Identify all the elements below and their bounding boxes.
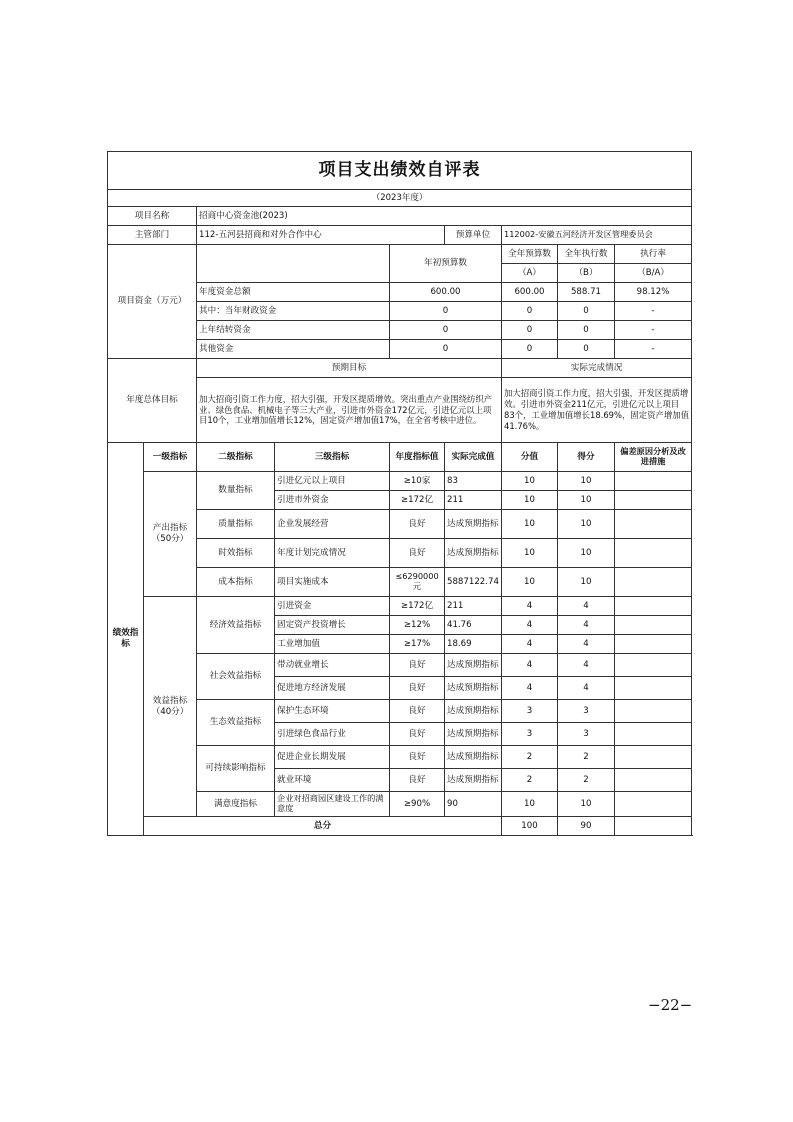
indicator-max: 10 — [502, 510, 558, 539]
indicators-side-label: 绩效指标 — [108, 443, 144, 836]
indicator-row — [108, 472, 692, 491]
indicator-max: 2 — [502, 769, 558, 792]
col-annual-exec-sub: （B） — [558, 264, 615, 283]
total-label: 总分 — [144, 817, 502, 836]
funds-exec: 0 — [558, 302, 615, 321]
year-label: （2023年度） — [108, 190, 692, 207]
indicator-score: 10 — [558, 539, 615, 568]
funds-row-label: 其中：当年财政资金 — [197, 302, 390, 321]
timeliness-indicator: 时效指标 — [197, 539, 275, 568]
col-annual-budget: 全年预算数 — [502, 245, 558, 264]
indicator-target: 良好 — [390, 769, 445, 792]
actual-completion-header: 实际完成情况 — [502, 359, 692, 378]
indicator-max: 10 — [502, 491, 558, 510]
indicator-score: 3 — [558, 723, 615, 746]
indicator-score: 4 — [558, 654, 615, 677]
indicator-l3: 引进市外资金 — [275, 491, 390, 510]
indicator-actual: 达成预期指标 — [445, 723, 502, 746]
header-level3: 三级指标 — [275, 443, 390, 472]
indicator-l3: 固定资产投资增长 — [275, 616, 390, 635]
total-blank — [615, 817, 692, 836]
indicator-reason — [615, 723, 692, 746]
indicator-score: 10 — [558, 491, 615, 510]
indicator-actual: 达成预期指标 — [445, 539, 502, 568]
indicator-reason — [615, 472, 692, 491]
indicator-max: 10 — [502, 539, 558, 568]
indicator-actual: 达成预期指标 — [445, 510, 502, 539]
annual-goals-label: 年度总体目标 — [108, 359, 197, 443]
funds-annual: 0 — [502, 321, 558, 340]
effect-indicators-label: 效益指标（40分） — [144, 597, 197, 817]
cost-indicator: 成本指标 — [197, 568, 275, 597]
col-annual-exec: 全年执行数 — [558, 245, 615, 264]
funds-rate: - — [615, 340, 692, 359]
indicator-actual: 达成预期指标 — [445, 746, 502, 769]
indicator-reason — [615, 792, 692, 817]
col-exec-rate: 执行率 — [615, 245, 692, 264]
col-initial-budget: 年初预算数 — [390, 245, 502, 283]
funds-annual: 0 — [502, 302, 558, 321]
performance-evaluation-table — [107, 151, 692, 836]
indicator-max: 10 — [502, 792, 558, 817]
indicator-score: 10 — [558, 792, 615, 817]
indicator-max: 2 — [502, 746, 558, 769]
indicator-reason — [615, 635, 692, 654]
indicator-target: ≥17% — [390, 635, 445, 654]
page-number: −22− — [648, 996, 693, 1014]
indicator-score: 2 — [558, 746, 615, 769]
indicator-max: 3 — [502, 700, 558, 723]
funds-exec: 588.71 — [558, 283, 615, 302]
funds-rate: - — [615, 302, 692, 321]
total-max: 100 — [502, 817, 558, 836]
funds-rate: 98.12% — [615, 283, 692, 302]
indicator-l3: 促进企业长期发展 — [275, 746, 390, 769]
indicator-target: 良好 — [390, 677, 445, 700]
indicator-l3: 工业增加值 — [275, 635, 390, 654]
dept-label: 主管部门 — [108, 226, 197, 245]
indicator-max: 4 — [502, 654, 558, 677]
funds-exec: 0 — [558, 340, 615, 359]
indicator-score: 4 — [558, 677, 615, 700]
dept-value: 112-五河县招商和对外合作中心 — [197, 226, 445, 245]
expected-goals-header: 预期目标 — [197, 359, 502, 378]
indicator-reason — [615, 769, 692, 792]
indicator-reason — [615, 510, 692, 539]
col-exec-rate-sub: （B/A） — [615, 264, 692, 283]
indicator-reason — [615, 616, 692, 635]
funds-row-label: 其他资金 — [197, 340, 390, 359]
indicator-actual: 达成预期指标 — [445, 654, 502, 677]
indicator-row — [108, 597, 692, 616]
output-indicators-label: 产出指标（50分） — [144, 472, 197, 597]
indicator-l3: 项目实施成本 — [275, 568, 390, 597]
total-score: 90 — [558, 817, 615, 836]
indicator-max: 4 — [502, 597, 558, 616]
indicator-max: 10 — [502, 568, 558, 597]
quality-indicator: 质量指标 — [197, 510, 275, 539]
indicator-target: 良好 — [390, 654, 445, 677]
economic-indicator: 经济效益指标 — [197, 597, 275, 654]
indicator-target: ≥12% — [390, 616, 445, 635]
indicator-max: 4 — [502, 677, 558, 700]
ecological-indicator: 生态效益指标 — [197, 700, 275, 746]
indicator-max: 10 — [502, 472, 558, 491]
project-name-label: 项目名称 — [108, 207, 197, 226]
indicator-target: ≤6290000元 — [390, 568, 445, 597]
indicator-target: 良好 — [390, 510, 445, 539]
indicator-l3: 企业发展经营 — [275, 510, 390, 539]
indicator-actual: 90 — [445, 792, 502, 817]
indicator-actual: 5887122.74 — [445, 568, 502, 597]
indicator-score: 2 — [558, 769, 615, 792]
indicator-score: 3 — [558, 700, 615, 723]
indicator-actual: 211 — [445, 491, 502, 510]
indicator-reason — [615, 539, 692, 568]
indicator-actual: 41.76 — [445, 616, 502, 635]
funds-initial: 0 — [390, 340, 502, 359]
indicator-reason — [615, 677, 692, 700]
social-indicator: 社会效益指标 — [197, 654, 275, 700]
indicator-target: 良好 — [390, 539, 445, 568]
indicator-reason — [615, 597, 692, 616]
budget-unit-value: 112002-安徽五河经济开发区管理委员会 — [502, 226, 692, 245]
indicator-l3: 就业环境 — [275, 769, 390, 792]
indicator-max: 4 — [502, 635, 558, 654]
indicator-score: 4 — [558, 597, 615, 616]
header-level2: 二级指标 — [197, 443, 275, 472]
indicator-target: ≥10家 — [390, 472, 445, 491]
indicator-actual: 达成预期指标 — [445, 769, 502, 792]
performance-evaluation-table-container — [107, 151, 691, 836]
indicator-actual: 211 — [445, 597, 502, 616]
project-name-value: 招商中心资金池(2023) — [197, 207, 692, 226]
indicator-max: 4 — [502, 616, 558, 635]
satisfaction-indicator: 满意度指标 — [197, 792, 275, 817]
indicator-l3: 企业对招商园区建设工作的满意度 — [275, 792, 390, 817]
indicator-actual: 达成预期指标 — [445, 677, 502, 700]
sustainable-indicator: 可持续影响指标 — [197, 746, 275, 792]
indicator-actual: 达成预期指标 — [445, 700, 502, 723]
table-title: 项目支出绩效自评表 — [108, 152, 692, 190]
header-score-max: 分值 — [502, 443, 558, 472]
funds-annual: 600.00 — [502, 283, 558, 302]
quantity-indicator: 数量指标 — [197, 472, 275, 510]
indicator-l3: 带动就业增长 — [275, 654, 390, 677]
indicator-score: 4 — [558, 635, 615, 654]
funds-annual: 0 — [502, 340, 558, 359]
header-level1: 一级指标 — [144, 443, 197, 472]
header-actual: 实际完成值 — [445, 443, 502, 472]
indicator-actual: 83 — [445, 472, 502, 491]
expected-goals-text: 加大招商引资工作力度，招大引强，开发区提质增效。突出重点产业围绕纺织产业、绿色食品、机械电子等三大产业，引进市外资金172亿元，引进亿元以上项目10个，工业增加值增长12%，固定资产增加值17%，在全省考核中进位。 — [197, 378, 502, 443]
indicator-actual: 18.69 — [445, 635, 502, 654]
actual-completion-text: 加大招商引资工作力度，招大引强，开发区提质增效。引进市外资金211亿元，引进亿元以上项目83个，工业增加值增长18.69%，固定资产增加值41.76%。 — [502, 378, 692, 443]
indicator-reason — [615, 746, 692, 769]
indicator-l3: 引进资金 — [275, 597, 390, 616]
funds-exec: 0 — [558, 321, 615, 340]
indicator-l3: 引进绿色食品行业 — [275, 723, 390, 746]
indicator-target: 良好 — [390, 723, 445, 746]
indicator-l3: 促进地方经济发展 — [275, 677, 390, 700]
indicator-reason — [615, 568, 692, 597]
funds-initial: 0 — [390, 321, 502, 340]
funds-label: 项目资金（万元） — [108, 245, 197, 359]
indicator-target: 良好 — [390, 700, 445, 723]
indicator-reason — [615, 491, 692, 510]
funds-initial: 0 — [390, 302, 502, 321]
funds-row-label: 年度资金总额 — [197, 283, 390, 302]
budget-unit-label: 预算单位 — [445, 226, 502, 245]
indicator-target: ≥172亿 — [390, 491, 445, 510]
header-target: 年度指标值 — [390, 443, 445, 472]
funds-row-label: 上年结转资金 — [197, 321, 390, 340]
indicator-score: 10 — [558, 472, 615, 491]
indicator-target: ≥90% — [390, 792, 445, 817]
indicator-score: 10 — [558, 568, 615, 597]
indicator-l3: 年度计划完成情况 — [275, 539, 390, 568]
indicator-l3: 保护生态环境 — [275, 700, 390, 723]
indicator-score: 10 — [558, 510, 615, 539]
header-reason: 偏差原因分析及改进措施 — [615, 443, 692, 472]
indicator-target: 良好 — [390, 746, 445, 769]
funds-rate: - — [615, 321, 692, 340]
indicator-target: ≥172亿 — [390, 597, 445, 616]
indicator-l3: 引进亿元以上项目 — [275, 472, 390, 491]
indicator-reason — [615, 700, 692, 723]
funds-initial: 600.00 — [390, 283, 502, 302]
funds-blank-header — [197, 245, 390, 283]
header-score: 得分 — [558, 443, 615, 472]
indicator-max: 3 — [502, 723, 558, 746]
col-annual-budget-sub: （A） — [502, 264, 558, 283]
indicator-reason — [615, 654, 692, 677]
indicator-score: 4 — [558, 616, 615, 635]
